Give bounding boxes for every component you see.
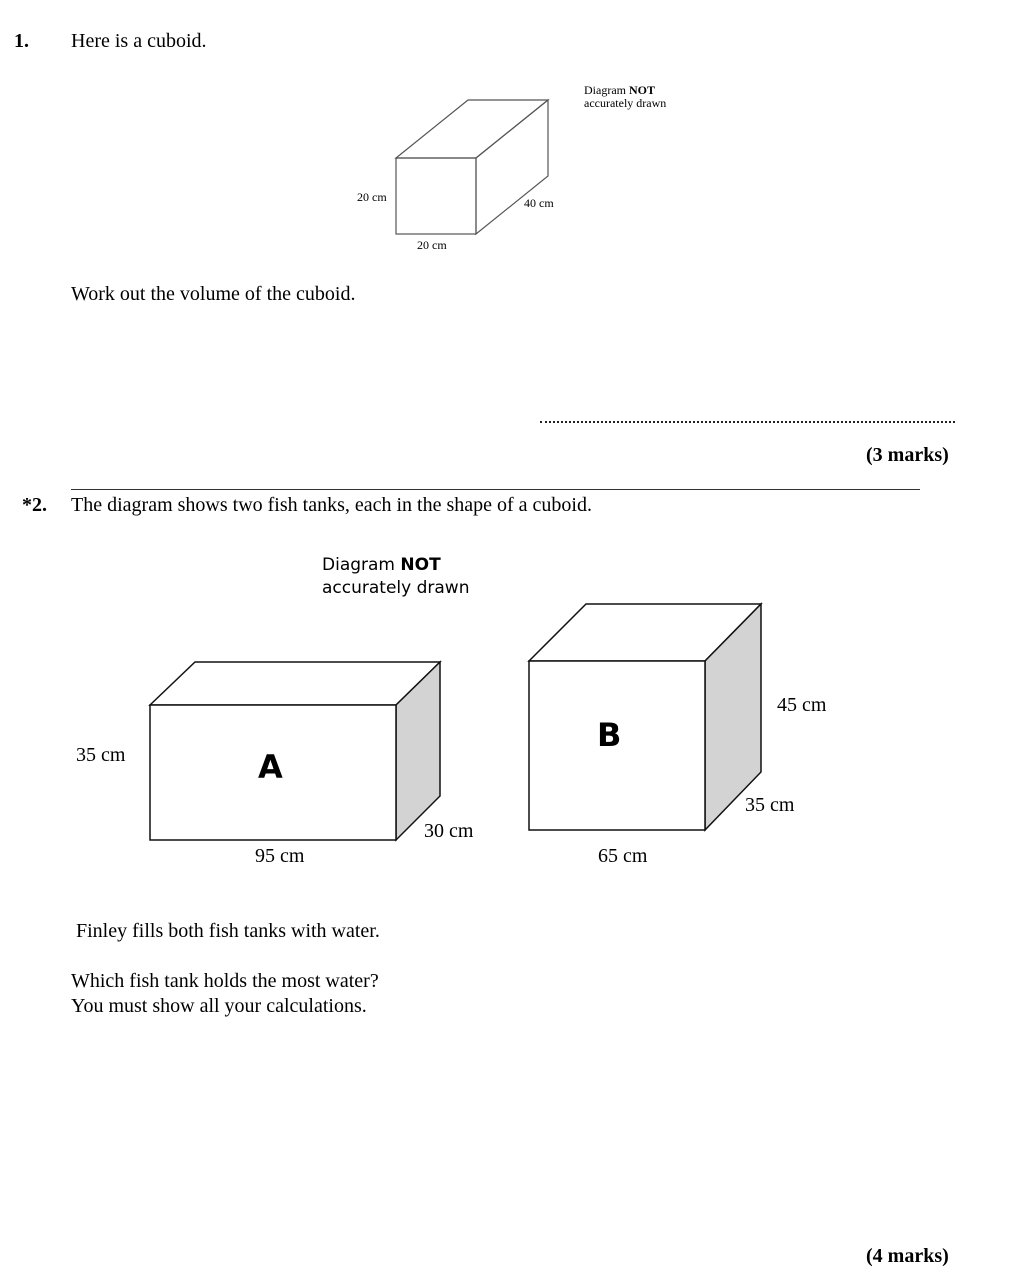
tank-b-depth: 35 cm — [745, 794, 795, 816]
question-1-intro: Here is a cuboid. — [71, 30, 207, 52]
question-2-number: *2. — [22, 494, 47, 516]
question-2-line-3: You must show all your calculations. — [71, 995, 367, 1017]
tank-a-height: 35 cm — [76, 744, 126, 766]
q2-note-line2: accurately drawn — [322, 578, 470, 598]
tank-b-height: 45 cm — [777, 694, 827, 716]
q2-note-prefix: Diagram — [322, 555, 401, 575]
q2-note-not: NOT — [400, 555, 441, 575]
q1-width-label: 20 cm — [417, 238, 447, 252]
question-2-marks: (4 marks) — [866, 1245, 949, 1267]
tank-b — [529, 604, 761, 830]
q1-note-prefix: Diagram — [584, 83, 629, 97]
tank-a-top — [150, 662, 440, 705]
question-2-line-1: Finley fills both fish tanks with water. — [76, 920, 380, 942]
question-2-intro: The diagram shows two fish tanks, each in the shape of a cuboid. — [71, 494, 592, 516]
q1-length-label: 40 cm — [524, 196, 554, 210]
q1-note-line2: accurately drawn — [584, 96, 667, 110]
tank-a — [150, 662, 440, 840]
question-1-number: 1. — [14, 30, 29, 52]
q1-height-label: 20 cm — [357, 190, 387, 204]
question-1-marks: (3 marks) — [866, 444, 949, 466]
tank-b-label: B — [597, 716, 622, 754]
tank-a-depth: 30 cm — [424, 820, 474, 842]
tank-b-width: 65 cm — [598, 845, 648, 867]
answer-area-q2[interactable] — [71, 1030, 956, 1230]
tank-a-label: A — [258, 748, 283, 786]
q1-note-not: NOT — [628, 83, 655, 97]
question-1-instruction: Work out the volume of the cuboid. — [71, 283, 356, 305]
tank-a-width: 95 cm — [255, 845, 305, 867]
question-2-line-2: Which fish tank holds the most water? — [71, 970, 379, 992]
